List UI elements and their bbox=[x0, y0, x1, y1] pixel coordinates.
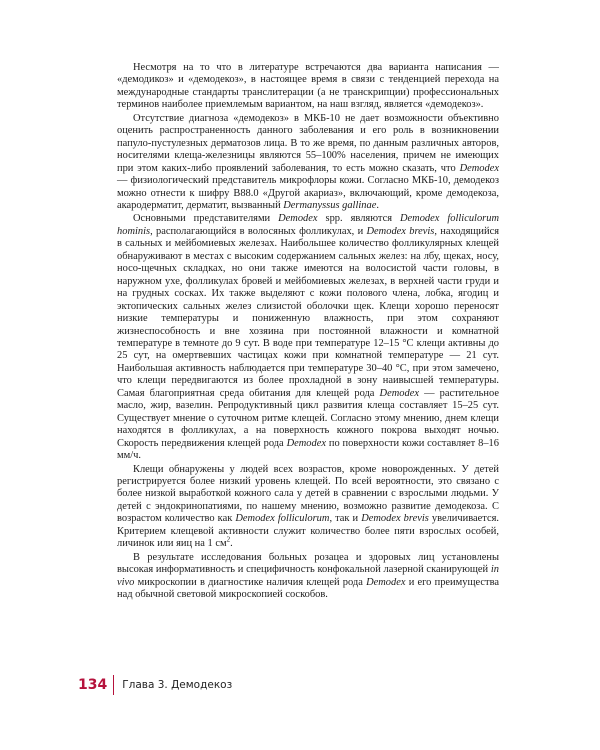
latin-term: Demodex bbox=[366, 576, 406, 588]
latin-term: Demodex folliculorum bbox=[235, 513, 330, 525]
text-run: увеличивается. Критерием клещевой активности служит количество более пяти взрослых особей, личинок или яиц на 1 см bbox=[117, 513, 499, 550]
paragraph-demodex-species bbox=[117, 213, 499, 462]
text-run: . bbox=[376, 199, 379, 211]
text-run: В результате исследования больных розацеа и здоровых лиц установлены высокая информативность и специфичность конфокальной лазерной сканирующей bbox=[117, 551, 499, 576]
latin-term: Demodex bbox=[379, 387, 419, 399]
text-run: — физиологический представитель микрофлоры кожи. Согласно МКБ-10, демодекоз можно отнести к шифру B88.0 «Другой акариаз», включающий, кроме демодекоза, акародерматит, дерматит, вызванный bbox=[117, 175, 499, 211]
text-run: spp. являются bbox=[317, 213, 400, 225]
latin-term: in vivo bbox=[117, 564, 499, 588]
paragraph-spelling-variants bbox=[117, 62, 499, 112]
text-run: , так и bbox=[329, 513, 362, 525]
latin-term: Demodex bbox=[286, 437, 326, 449]
latin-term: Demodex bbox=[459, 162, 499, 174]
text-run: Несмотря на то что в литературе встречаются два варианта написания — «демодикоз» и «демодекоз», в настоящее время в связи с тенденцией перехода на международные стандарты транслитерации (а не транскрипции) профессиональных терминов наиболее приемлемым вариантом, на наш взгляд, является «демодекоз». bbox=[117, 62, 499, 111]
footer-divider bbox=[113, 675, 114, 695]
paragraph-age-distribution bbox=[117, 464, 499, 551]
latin-term: Dermanyssus gallinae bbox=[283, 199, 377, 211]
page-number: 134 bbox=[78, 677, 108, 693]
body-text bbox=[117, 62, 499, 602]
text-run: , находящийся в сальных и мейбомиевых железах. Наибольшее количество фолликулярных клещей обнаруживают в местах с высоким содержанием сальных желез: на лбу, щеках, носу, носо-щечных складках, но они также имеются на волосистой части головы, в наружном ухе, фолликулах бровей и мейбомиевых железах, в верхней части груди и на грудных сосках. Их также выделяют с кожи полового члена, лобка, ягодиц и эктопических сальных желез слизистой оболочки щек. Клещи хорошо переносят низкие температуры и пониженную влажность, при этом сохраняют жизнеспособность и вне хозяина при постоянной влажности и комнатной температуре в темноте до 9 сут. В воде при температуре 12–15 °C клещи активны до 25 сут, на омертвевших частицах кожи при комнатной температуре — 21 сут. Наибольшая активность наблюдается при температуре 30–40 °C, при этом замечено, что клещи передвигаются из более прохладной в зону наивысшей температуры. Самая благоприятная среда обитания для клещей рода bbox=[117, 225, 500, 399]
text-run: и его преимущества над обычной световой микроскопией соскобов. bbox=[117, 576, 499, 601]
text-run: Основными представителями bbox=[133, 213, 279, 225]
text-run: микроскопии в диагностике наличия клещей рода bbox=[134, 576, 367, 588]
page-footer bbox=[78, 675, 232, 695]
paragraph-confocal-microscopy bbox=[117, 552, 499, 602]
latin-term: Demodex folliculorum hominis bbox=[117, 213, 499, 237]
text-run: по поверхности кожи составляет 8–16 мм/ч. bbox=[117, 437, 499, 462]
paragraph-diagnosis-icd10 bbox=[117, 113, 499, 213]
text-run: , располагающийся в волосяных фолликулах, и bbox=[150, 225, 367, 237]
text-run: . bbox=[230, 538, 233, 550]
superscript: 2 bbox=[226, 535, 231, 544]
text-run: Отсутствие диагноза «демодекоз» в МКБ-10 не дает возможности объективно оценить распространенность данного заболевания и его роль в возникновении папуло-пустулезных дерматозов лица. В то же время, по данным различных авторов, носителями клеща-железницы являются 55–100% населения, причем не имеющих при этом каких-либо проявлений заболевания, то есть можно сказать, что bbox=[117, 112, 499, 174]
chapter-title: Глава 3. Демодекоз bbox=[122, 679, 233, 691]
latin-term: Demodex brevis bbox=[361, 513, 429, 525]
latin-term: Demodex bbox=[278, 213, 318, 225]
text-run: Клещи обнаружены у людей всех возрастов, кроме новорожденных. У детей регистрируется более низкий уровень клещей. По всей вероятности, это связано с более низкой выработкой кожного сала у детей в сравнении с взрослыми людьми. У детей с эндокринопатиями, по нашему мнению, возможно развитие демодекоза. С возрастом количество как bbox=[117, 463, 499, 525]
text-run: — растительное масло, жир, вазелин. Репродуктивный цикл развития клеща составляет 15–25 сут. Существует мнение о суточном ритме клещей. Согласно этому мнению, днем клещи находятся в фолликулах, а на поверхность кожного покрова выходят ночью. Скорость передвижения клещей рода bbox=[117, 387, 499, 449]
latin-term: Demodex brevis bbox=[366, 225, 435, 237]
